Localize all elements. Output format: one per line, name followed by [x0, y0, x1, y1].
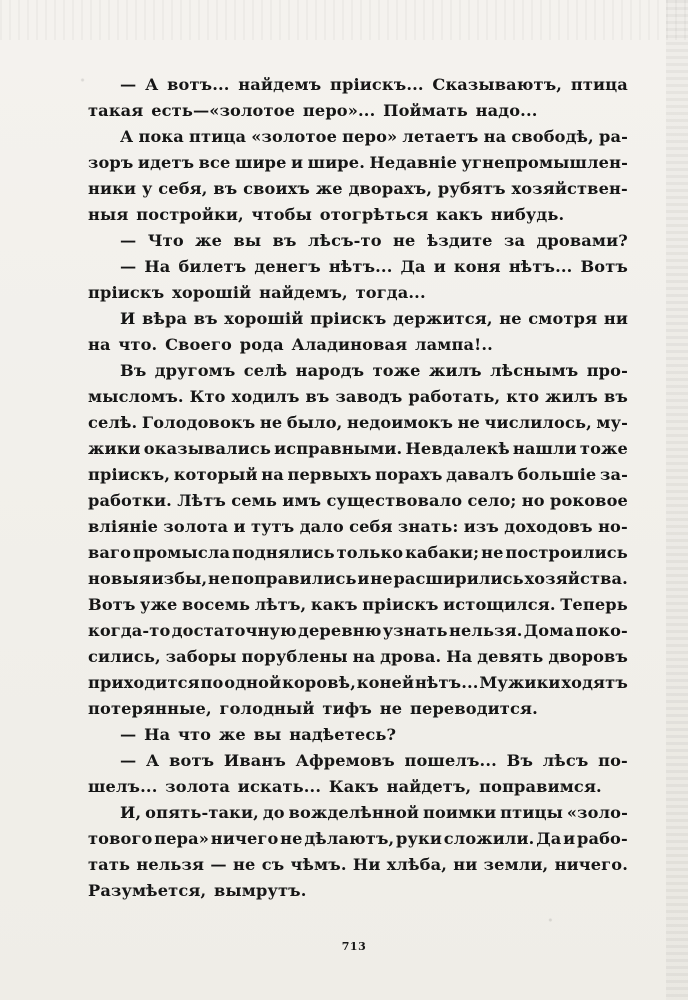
- text-line: пріискъ хорошій найдемъ, тогда...: [88, 283, 426, 302]
- text-line: — Что же вы въ лѣсъ-то не ѣздите за дровами?: [120, 231, 628, 250]
- text-line: жики оказывались исправными. Невдалекѣ нашли тоже: [88, 439, 628, 458]
- page-number: 713: [341, 940, 367, 953]
- text-line: селѣ. Голодовокъ не было, недоимокъ не числилось, му-: [88, 413, 628, 432]
- text-line: — На билетъ денегъ нѣтъ... Да и коня нѣтъ... Вотъ: [120, 257, 628, 276]
- text-line: такая есть—«золотое перо»... Поймать надо...: [88, 101, 538, 120]
- text-line: на что. Своего рода Аладиновая лампа!..: [88, 335, 493, 354]
- text-line: когда-то достаточную деревню узнать нельзя. Дома поко-: [88, 621, 628, 640]
- text-line: — А вотъ Иванъ Афремовъ пошелъ... Въ лѣсъ по-: [120, 751, 628, 770]
- text-line: И, опять-таки, до вожделѣнной поимки птицы «золо-: [120, 803, 628, 822]
- text-line: ваго промысла поднялись только кабаки; не построились: [88, 543, 628, 562]
- text-line: ники у себя, въ своихъ же дворахъ, рубятъ хозяйствен-: [88, 179, 628, 198]
- text-line: Разумѣется, вымрутъ.: [88, 881, 307, 900]
- text-line: А пока птица «золотое перо» летаетъ на свободѣ, ра-: [120, 127, 628, 146]
- body-text: [88, 72, 628, 904]
- text-line: работки. Лѣтъ семь имъ существовало село; но роковое: [88, 491, 628, 510]
- text-line: потерянные, голодный тифъ не переводится.: [88, 699, 538, 718]
- text-line: шелъ... золота искать... Какъ найдетъ, поправимся.: [88, 777, 602, 796]
- text-line: сились, заборы порублены на дрова. На девять дворовъ: [88, 647, 628, 666]
- text-line: — А вотъ... найдемъ пріискъ... Сказываютъ, птица: [120, 75, 628, 94]
- text-line: тового пера» ничего не дѣлаютъ, руки сложили. Да и рабо-: [88, 829, 628, 848]
- text-line: мысломъ. Кто ходилъ въ заводъ работать, кто жилъ въ: [88, 387, 628, 406]
- text-line: Въ другомъ селѣ народъ тоже жилъ лѣснымъ про-: [120, 361, 628, 380]
- scan-noise-top: [0, 0, 688, 40]
- scan-noise-right-edge: [666, 0, 688, 1000]
- text-line: Вотъ уже восемь лѣтъ, какъ пріискъ истощился. Теперь: [88, 595, 628, 614]
- text-line: тать нельзя — не съ чѣмъ. Ни хлѣба, ни земли, ничего.: [88, 855, 628, 874]
- text-line: — На что же вы надѣетесь?: [120, 725, 397, 744]
- text-line: новыя избы, не поправились и не расширились хозяйства.: [88, 569, 628, 588]
- text-line: зоръ идетъ все шире и шире. Недавніе угнепромышлен-: [88, 153, 628, 172]
- text-line: пріискъ, который на первыхъ порахъ давалъ большіе за-: [88, 465, 628, 484]
- text-line: И вѣра въ хорошій пріискъ держится, не смотря ни: [120, 309, 628, 328]
- text-line: приходится по одной коровѣ, коней нѣтъ... Мужики ходятъ: [88, 673, 628, 692]
- text-line: вліяніе золота и тутъ дало себя знать: изъ доходовъ но-: [88, 517, 628, 536]
- text-line: ныя постройки, чтобы отогрѣться какъ нибудь.: [88, 205, 565, 224]
